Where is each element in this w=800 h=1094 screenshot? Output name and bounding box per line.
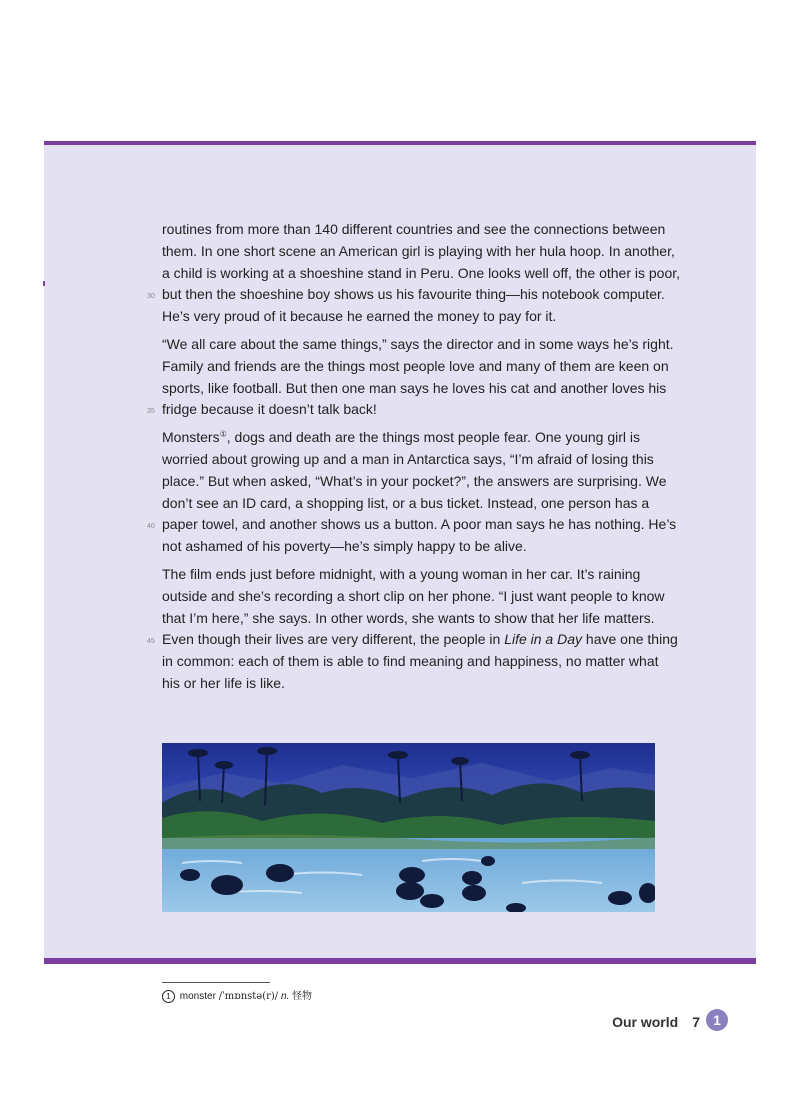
text-line <box>147 514 677 536</box>
elephants-river-photo <box>162 743 655 912</box>
text-line <box>162 427 662 449</box>
line-number: 40 <box>147 523 155 531</box>
paragraph <box>147 427 677 558</box>
line-text: Family and friends are the things most people love and many of them are keen on <box>162 357 669 374</box>
line-text: “We all care about the same things,” says the director and in some ways he’s right. <box>162 335 674 352</box>
text-line <box>147 629 678 651</box>
line-text: but then the shoeshine boy shows us his favourite thing—his notebook computer. <box>162 286 665 303</box>
footnote-word: monster <box>179 991 216 1002</box>
line-text-cont: have one thing <box>582 631 678 648</box>
line-text: routines from more than 140 different countries and see the connections between <box>162 221 666 237</box>
text-line <box>162 493 662 515</box>
text-line <box>147 284 665 306</box>
line-number: 30 <box>147 293 155 301</box>
line-text: Monsters <box>162 429 220 446</box>
line-text: Even though their lives are very different, the people in <box>162 631 505 648</box>
line-text: worried about growing up and a man in Antarctica says, “I’m afraid of losing this <box>162 450 654 467</box>
line-text: them. In one short scene an American girl is playing with her hula hoop. In another, <box>162 242 675 259</box>
article-text <box>147 219 681 701</box>
line-text: paper towel, and another shows us a button. A poor man says he has nothing. He’s <box>162 516 677 533</box>
line-text: his or her life is like. <box>162 674 285 691</box>
page-footer <box>612 1014 700 1030</box>
paragraph <box>147 564 678 695</box>
line-number: 35 <box>147 408 155 416</box>
page-number: 7 <box>692 1014 700 1030</box>
footnote-ref: ① <box>219 429 227 439</box>
line-text: that I’m here,” she says. In other words, she wants to show that her life matters. <box>162 609 655 626</box>
section-title: Our world <box>612 1014 679 1030</box>
text-line <box>162 536 662 558</box>
unit-badge: 1 <box>706 1009 728 1031</box>
footnote-gloss: 怪物 <box>292 991 313 1002</box>
text-line <box>162 334 674 356</box>
line-text: don’t see an ID card, a shopping list, or a bus ticket. Instead, one person has a <box>162 494 650 511</box>
line-text: in common: each of them is able to find meaning and happiness, no matter what <box>162 653 659 670</box>
footnote-part-of-speech: n. <box>280 991 290 1002</box>
line-text: fridge because it doesn’t talk back! <box>162 401 377 418</box>
line-text: not ashamed of his poverty—he’s simply happy to be alive. <box>162 538 527 555</box>
line-text-cont: , dogs and death are the things most people fear. One young girl is <box>226 429 641 446</box>
line-text: a child is working at a shoeshine stand in Peru. One looks well off, the other is poor, <box>162 264 681 281</box>
paragraph <box>147 334 674 421</box>
top-rule <box>44 141 756 145</box>
footnote <box>162 987 312 1003</box>
text-line <box>162 356 669 378</box>
text-line <box>147 399 662 421</box>
line-text: sports, like football. But then one man says he loves his cat and another loves his <box>162 379 667 396</box>
line-text: place.” But when asked, “What’s in your pocket?”, the answers are surprising. We <box>162 472 667 489</box>
footnote-marker: 1 <box>162 990 175 1003</box>
bottom-rule <box>44 958 756 964</box>
line-text: He’s very proud of it because he earned the money to pay for it. <box>162 308 557 325</box>
footnote-rule <box>162 982 270 983</box>
text-line <box>162 564 662 586</box>
text-line <box>162 241 675 263</box>
text-line <box>162 608 662 630</box>
text-line <box>162 673 662 695</box>
text-line <box>162 263 681 285</box>
margin-tick <box>43 281 45 286</box>
text-line <box>162 378 667 400</box>
line-text: The film ends just before midnight, with a young woman in her car. It’s raining <box>162 565 641 582</box>
text-line <box>162 306 662 328</box>
line-text: outside and she’s recording a short clip on her phone. “I just want people to know <box>162 587 665 604</box>
film-title: Life in a Day <box>504 631 583 648</box>
text-line <box>162 651 662 673</box>
text-line <box>162 219 666 241</box>
text-line <box>162 471 667 493</box>
text-line <box>162 586 665 608</box>
paragraph <box>147 219 681 328</box>
line-number: 45 <box>147 638 155 646</box>
text-line <box>162 449 662 471</box>
footnote-pronunciation: /ˈmɒnstə(r)/ <box>218 991 279 1002</box>
